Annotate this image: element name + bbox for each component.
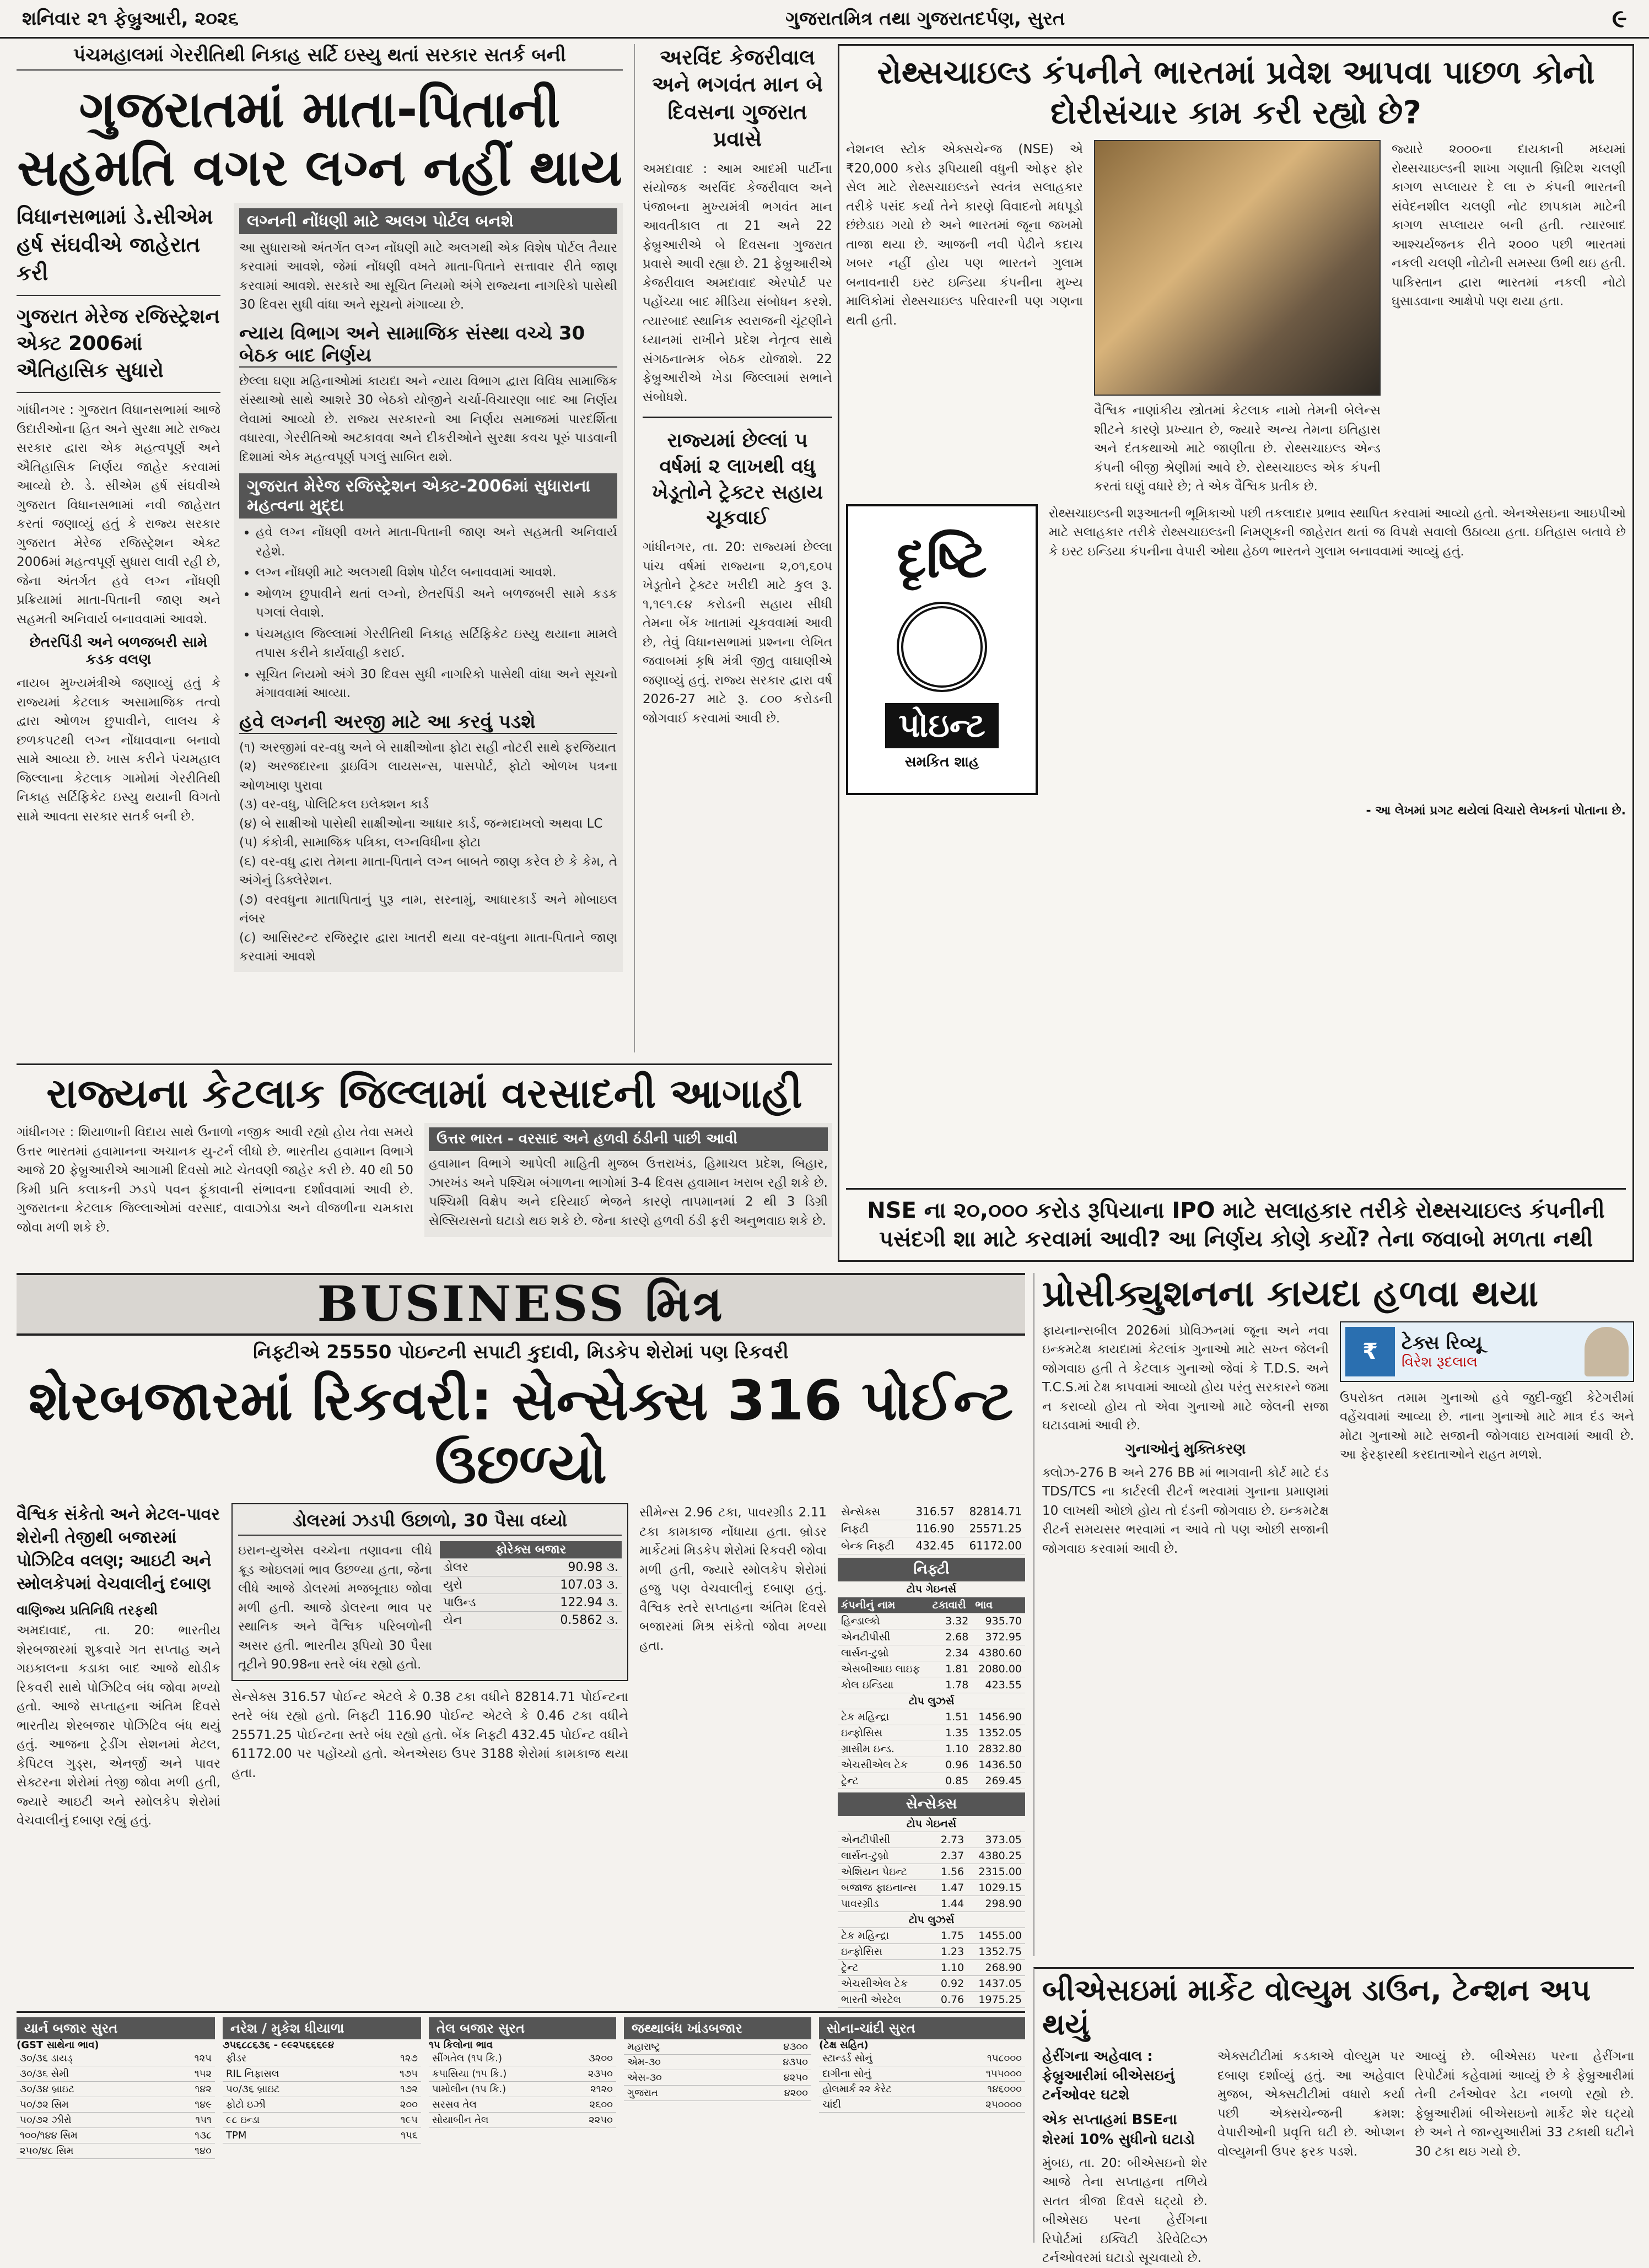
yarn-table xyxy=(17,2051,215,2159)
stock-name: લાર્સન-ટુબ્રો xyxy=(838,1848,933,1864)
item-name: ગુજરાત xyxy=(624,2086,730,2101)
item-price: ૨૫૦૦૦૦ xyxy=(951,2097,1025,2113)
stock-price: 2080.00 xyxy=(972,1661,1025,1677)
target-icon xyxy=(897,602,987,692)
logo-sub: પોઇન્ટ xyxy=(885,703,999,748)
page-header xyxy=(0,0,1649,39)
item-name: ૩૦/૩૪ બ્રાઇટ xyxy=(17,2082,161,2097)
item-price: ૧૨૫ xyxy=(161,2051,215,2066)
stock-price: 269.45 xyxy=(972,1773,1025,1789)
page-number: ૯ xyxy=(1612,3,1627,33)
paper-name: ગુજરાતમિત્ર તથા ગુજરાતદર્પણ, સુરત xyxy=(785,7,1065,30)
stock-name: એનટીપીસી xyxy=(838,1629,929,1645)
item-name: ૯૮ ઇન્ડા xyxy=(223,2113,363,2128)
nifty-head: નિફ્ટી xyxy=(838,1558,1025,1581)
item-name: ૫૦/૩૬ બ્રાઇટ xyxy=(223,2082,363,2097)
oil-head: તેલ બજાર સુરત xyxy=(429,2017,616,2039)
sugar-head: જથ્થાબંધ ખાંડબજાર xyxy=(624,2017,811,2039)
rothschild-footer: NSE ના ૨૦,૦૦૦ કરોડ રૂપિયાના IPO માટે સલાહકાર તરીકે રોથ્સચાઇલ્ડ કંપનીની પસંદગી શા માટે કરવામાં આવી? આ નિર્ણય કોણે કર્યો? તેના જવાબો મળતા નથી xyxy=(846,1188,1626,1254)
column-author: વિરેશ રૂદલાલ xyxy=(1402,1354,1478,1371)
apply-item: (૪) બે સાક્ષીઓ પાસેથી સાક્ષીઓના આધાર કાર્ડ, જન્મદાખલો અથવા LC xyxy=(239,816,603,831)
forex-currency: યેન xyxy=(440,1612,509,1629)
table-row xyxy=(838,1976,1025,1992)
stock-name: ભારતી એરટેલ xyxy=(838,1992,933,2008)
rothschild-body-1: નેશનલ સ્ટોક એક્સચેન્જ (NSE) એ ₹20,000 કરોડ રૂપિયાથી વધુની ઓફર ફોર સેલ માટે રોથ્સચાઇલ્ડને સ્વતંત્ર સલાહકાર તરીકે પસંદ કર્યા તેને કારણે વિવાદનો મધપૂડો છંછેડાઇ ગયો છે અને ભારતમાં જૂના જખમો તાજા થયા છે. આજની નવી પેઢીને કદાચ ખબર નહીં હોય પણ ભારતને ગુલામ બનાવનારી ઇસ્ટ ઇન્ડિયા કંપનીના મુખ્ય માલિકોમાં રોથ્સચાઇલ્ડ પરિવારની પણ ગણના થતી હતી. xyxy=(846,142,1083,328)
item-price: ૨૩૫૦ xyxy=(564,2066,616,2082)
point-item: • સૂચિત નિયમો અંગે 30 દિવસ સુધી નાગરિકો પાસેથી વાંધા અને સૂચનો મંગાવવામાં આવ્યા. xyxy=(256,665,617,703)
table-row xyxy=(838,1709,1025,1725)
stock-price: 4380.25 xyxy=(967,1848,1025,1864)
stock-pct: 1.23 xyxy=(933,1944,967,1960)
bullion-head: સોના-ચાંદી સુરત xyxy=(819,2017,1025,2039)
bullion-table xyxy=(819,2051,1025,2113)
table-row xyxy=(838,1613,1025,1629)
stock-pct: 1.35 xyxy=(929,1725,972,1741)
business-reporter: વાણિજ્ય પ્રતિનિધિ તરફથી xyxy=(17,1602,158,1618)
table-row xyxy=(819,2051,1025,2066)
stock-name: એશિયન પેઇન્ટ xyxy=(838,1864,933,1880)
forex-table xyxy=(440,1541,622,1629)
item-name: ફીડર xyxy=(223,2051,363,2066)
prosecution-body-3: ઉપરોક્ત તમામ ગુનાઓ હવે જુદી-જુદી કેટેગરીમાં વહેંચવામાં આવ્યા છે. નાના ગુનાઓ માટે માત્ર દંડ અને મોટા ગુનાઓ માટે સજાની જોગવાઇ રાખવામાં આવી છે. આ ફેરફારથી કરદાતાઓને રાહત મળશે. xyxy=(1340,1390,1634,1462)
prosecution-body-1: ફાયનાન્સબીલ 2026માં પ્રોવિઝનમાં જૂના અને નવા ઇન્કમટેક્ષ કાયદામાં કેટલાંક ગુનાઓ માટે સખ્ત જેલની જોગવાઇ હતી તે કેટલાક ગુનાઓ જેવાં કે T.D.S. અને T.C.S.માં ટેક્ષ કાપવામાં આવ્યો હોય પરંતુ સરકારને જમા ન કરાવ્યો હોય તો એવા ગુનાઓ માટે જેલની સજા ઘટાડવામાં આવી છે. xyxy=(1042,1323,1329,1433)
table-row xyxy=(624,2055,811,2070)
point-item: • પંચમહાલ જિલ્લામાં ગેરરીતિથી નિકાહ સર્ટિફિકેટ ઇસ્યુ થયાના મામલે તપાસ કરીને કાર્યવાહી કરાઈ. xyxy=(256,625,617,663)
stock-pct: 1.10 xyxy=(929,1741,972,1757)
apply-item: (૬) વર-વધુ દ્વારા તેમના માતા-પિતાને લગ્ન બાબતે જાણ કરેલ છે કે કેમ, તે અંગેનું ડિક્લેરેશન. xyxy=(239,854,617,888)
item-price: ૧૭૫ xyxy=(363,2066,421,2082)
sensex-losers-label: ટોપ લુઝર્સ xyxy=(838,1912,1025,1928)
stock-pct: 0.76 xyxy=(933,1992,967,2008)
item-price: ૧૫૮૦૦૦ xyxy=(951,2051,1025,2066)
point-item: • લગ્ન નોંધણી માટે અલગથી વિશેષ પોર્ટલ બનાવવામાં આવશે. xyxy=(256,563,617,582)
table-row xyxy=(17,2097,215,2113)
apply-item: (૨) અરજદારના ડ્રાઇવિંગ લાયસન્સ, પાસપોર્ટ, ફોટો ઓળખ પત્રના ઓળખાણ પુરાવા xyxy=(239,759,617,793)
marriage-body-1: ગાંધીનગર : ગુજરાત વિધાનસભામાં આજે ઉદારીઓના હિત અને સુરક્ષા માટે રાજ્ય સરકાર દ્વારા એક મહત્વપૂર્ણ અને ઐતિહાસિક નિર્ણય જાહેર કરવામાં આવ્યો છે. ડે. સીએમ હર્ષ સંઘવીએ ગુજરાત વિધાનસભામાં નવી જાહેરાત કરતાં જણાવ્યું હતું કે રાજ્ય સરકાર ગુજરાત મેરેજ રજિસ્ટ્રેશન એક્ટ 2006માં મહત્વપૂર્ણ સુધારા લાવી રહી છે, જેના અંતર્ગત હવે લગ્ન નોંધણી પ્રક્રિયામાં માતા-પિતાની જાણ અને સહમતી અનિવાર્ય બનાવવામાં આવશે. xyxy=(17,403,220,627)
table-row xyxy=(838,1537,1025,1554)
table-row xyxy=(838,1773,1025,1789)
table-row xyxy=(838,1896,1025,1912)
column-name: ટેક્સ રિવ્યૂ xyxy=(1402,1332,1483,1354)
stock-pct: 3.32 xyxy=(929,1613,972,1629)
oil-sub: ૧૫ કિલોના ભાવ xyxy=(429,2039,493,2051)
item-name: ૨૫૦/૪૮ સિમ xyxy=(17,2143,161,2159)
stock-name: એચસીએલ ટેક xyxy=(838,1757,929,1773)
bse-deck-1: હેરીંગના અહેવાલ : ફેબ્રુઆરીમાં બીએસઇનું ટર્નઓવર ઘટશે xyxy=(1042,2048,1175,2104)
stock-price: 423.55 xyxy=(972,1677,1025,1693)
naresh-head: નરેશ / મુકેશ ધીયાળા xyxy=(223,2017,421,2039)
index-change: 116.90 xyxy=(906,1520,958,1537)
marriage-kicker: પંચમહાલમાં ગેરરીતિથી નિકાહ સર્ટિ ઇસ્યુ થતાં સરકાર સતર્ક બની xyxy=(17,44,623,71)
item-price: ૩૨૦૦ xyxy=(564,2051,616,2066)
prosecution-headline: પ્રોસીક્યુશનના કાયદા હળવા થયા xyxy=(1042,1272,1539,1315)
col-company: કંપનીનું નામ xyxy=(838,1597,929,1613)
apply-item: (૭) વરવધુના માતાપિતાનું પુરૂ નામ, સરનામું, આધારકાર્ડ અને મોબાઇલ નંબર xyxy=(239,892,617,926)
table-row xyxy=(838,1992,1025,2008)
stock-pct: 2.73 xyxy=(933,1832,967,1848)
table-row xyxy=(429,2051,616,2066)
stock-name: લાર્સન-ટુબ્રો xyxy=(838,1645,929,1661)
item-name: RIL નિફાસલ xyxy=(223,2066,363,2082)
table-row xyxy=(819,2066,1025,2082)
rothschild-box xyxy=(838,44,1634,1262)
index-name: બેન્ક નિફ્ટી xyxy=(838,1537,906,1554)
table-row xyxy=(17,2113,215,2128)
table-row xyxy=(819,2082,1025,2097)
index-change: 316.57 xyxy=(906,1503,958,1520)
stock-price: 935.70 xyxy=(972,1613,1025,1629)
table-row xyxy=(838,1503,1025,1520)
table-row xyxy=(624,2070,811,2086)
sensex-table xyxy=(838,1816,1025,2008)
stock-price: 4380.60 xyxy=(972,1645,1025,1661)
stock-price: 1436.50 xyxy=(972,1757,1025,1773)
business-headline: શેરબજારમાં રિકવરી: સેન્સેક્સ 316 પોઈન્ટ ઉછળ્યો xyxy=(28,1368,1014,1496)
item-name: મહારાષ્ટ્ર xyxy=(624,2039,730,2055)
forex-body: ઇરાન-યુએસ વચ્ચેના તણાવના લીધે ક્રૂડ ઓઇલમાં ભાવ ઉછળ્યા હતા, જેના લીધે આજે ડોલરમાં મજબૂતાઇ જોવા મળી હતી. આજે ડોલરના ભાવ પર સ્થાનિક અને વૈશ્વિક પરિબળોની અસર હતી. ભારતીય રૂપિયો 30 પૈસા તૂટીને 90.98ના સ્તરે બંધ રહ્યો હતો. xyxy=(238,1543,432,1672)
stock-name: પાવરગ્રીડ xyxy=(838,1896,933,1912)
item-price: ૧૪૯ xyxy=(161,2097,215,2113)
forex-value: 0.5862 ૩. xyxy=(509,1612,622,1629)
rothschild-body-3: જ્યારે ૨૦૦૦ના દાયકાની મધ્યમાં રોથ્સચાઇલ્ડની શાખા ગણાતી બ્રિટિશ ચલણી કાગળ સપ્લાયર દે લા રુ કંપની ભારતની સંવેદનશીલ ચલણી નોટ છાપકામ માટેની કાગળ સપ્લાયર બની હતી. ત્યારબાદ આશ્ચર્યજનક રીતે ૨૦૦૦ પછી ભારતમાં નકલી ચલણી નોટોની સમસ્યા ઉભી થઇ હતી. પાકિસ્તાન દ્વારા ભારતમાં નકલી નોટો ઘુસાડવાના આક્ષેપો પણ થયા હતા. xyxy=(1392,142,1626,309)
kejriwal-headline: અરવિંદ કેજરીવાલ અને ભગવંત માન બે દિવસના ગુજરાત પ્રવાસે xyxy=(651,45,823,152)
logo-word: દૃષ્ટિ xyxy=(897,528,987,590)
index-value: 61172.00 xyxy=(957,1537,1025,1554)
stock-price: 2315.00 xyxy=(967,1864,1025,1880)
business-body-1: અમદાવાદ, તા. 20: ભારતીય શેરબજારમાં શુક્રવારે ગત સપ્તાહ અને ગઇકાલના કડાકા બાદ આજે થોડીક રિકવરી સાથે પોઝિટિવ બંધ જોવા મળ્યો હતો. આજે સપ્તાહના અંતિમ દિવસે ભારતીય શેરબજાર પોઝિટિવ બંધ થયું હતું. આજના ટ્રેડીંગ સેશનમાં મેટલ, કેપિટલ ગુડ્સ, એનર્જી અને પાવર સેક્ટરના શેરોમાં તેજી જોવા મળી હતી, જ્યારે આઇટી અને સ્મોલકેપ શેરોમાં વેચવાલીનું દબાણ રહ્યું હતું. xyxy=(17,1623,220,1828)
stock-price: 373.05 xyxy=(967,1832,1025,1848)
stock-price: 1029.15 xyxy=(967,1880,1025,1896)
item-price: ૨૦૦ xyxy=(363,2097,421,2113)
sensex-gainers-label: ટોપ ગેઇનર્સ xyxy=(838,1816,1025,1832)
apply-list xyxy=(239,738,617,966)
apply-head: હવે લગ્નની અરજી માટે આ કરવું પડશે xyxy=(239,711,617,734)
stock-pct: 0.85 xyxy=(929,1773,972,1789)
marriage-body-3: આ સુધારાઓ અંતર્ગત લગ્ન નોંધણી માટે અલગથી એક વિશેષ પોર્ટલ તૈયાર કરવામાં આવશે, જેમાં નોંધણી વખતે માતા-પિતાને સત્તાવાર રીતે જાણ કરવામાં આવશે. સરકારે આ સૂચિત નિયમો અંગે રાજ્યના નાગરિકો પાસેથી 30 દિવસ સુધી વાંધા અને સૂચનો મંગાવ્યા છે. xyxy=(239,240,617,312)
stock-price: 2832.80 xyxy=(972,1741,1025,1757)
index-table xyxy=(838,1503,1025,1554)
point-item: • ઓળખ છુપાવીને થતાં લગ્નો, છેતરપિંડી અને બળજબરી સામે કડક પગલાં લેવાશે. xyxy=(256,585,617,623)
table-row xyxy=(223,2082,421,2097)
table-row xyxy=(429,2097,616,2113)
kejriwal-body: અમદાવાદ : આમ આદમી પાર્ટીના સંયોજક અરવિંદ કેજરીવાલ અને પંજાબના મુખ્યમંત્રી ભગવંત માન આવતીકાલ તા 21 અને 22 ફેબ્રુઆરીએ બે દિવસના ગુજરાત પ્રવાસે આવી રહ્યા છે. 21 ફેબ્રુઆરીએ કેજરીવાલ અમદાવાદ એરપોર્ટ પર પહોંચ્યા બાદ મીડિયા સંબોધન કરશે. ત્યારબાદ સ્થાનિક સ્વરાજની ચૂંટણીને ધ્યાનમાં રાખીને પ્રદેશ નેતૃત્વ સાથે સંગઠનાત્મક બેઠક યોજાશે. 22 ફેબ્રુઆરીએ ખેડા જિલ્લામાં સભાને સંબોધશે. xyxy=(643,161,832,404)
commodity-tables xyxy=(17,2011,1025,2243)
rain-side-body: હવામાન વિભાગે આપેલી માહિતી મુજબ ઉત્તરાખંડ, હિમાચલ પ્રદેશ, બિહાર, ઝારખંડ અને પશ્ચિમ બંગાળના ભાગોમાં 3-4 દિવસ હવામાન ખરાબ રહી શકે છે. પશ્ચિમી વિક્ષેપ અને દરિયાઈ ભેજને કારણે તાપમાનમાં 2 થી 3 ડિગ્રી સેલ્સિયસનો ઘટાડો થઇ શકે છે. જેના કારણે હળવી ઠંડી ફરી અનુભવાઇ શકે છે. xyxy=(429,1157,828,1228)
bse-body-2: એક્સટીટીમાં કડકાએ વોલ્યુમ પર દબાણ દર્શાવ્યું હતું. આ અહેવાલ મુજબ, એક્સટીટીમાં વધારો કર્યા પછી એક્સચેન્જની ક્રમશ: વેપારીઓની પ્રવૃત્તિ ઘટી છે. ઓપ્શન વોલ્યુમની ઉપર ફરક પડશે. xyxy=(1217,2049,1405,2159)
table-row xyxy=(223,2051,421,2066)
item-price: ૨૧૨૦ xyxy=(564,2082,616,2097)
col-price: ભાવ xyxy=(972,1597,1025,1613)
marriage-deck-2: ગુજરાત મેરેજ રજિસ્ટ્રેશન એક્ટ 2006માં ઐતિહાસિક સુધારો xyxy=(17,305,220,382)
table-row xyxy=(838,1928,1025,1944)
need-head: ગુજરાત મેરેજ રજિસ્ટ્રેશન એક્ટ-2006માં સુધારાના મહત્વના મુદ્દા xyxy=(239,473,617,519)
forex-value: 107.03 ૩. xyxy=(509,1576,622,1594)
tractor-headline: રાજ્યમાં છેલ્લાં ૫ વર્ષમાં ૨ લાખથી વધુ ખેડૂતોને ટ્રેક્ટર સહાય ચૂકવાઈ xyxy=(651,429,823,530)
forex-value: 122.94 ૩. xyxy=(509,1594,622,1612)
table-row xyxy=(838,1832,1025,1848)
side-column xyxy=(634,44,832,1052)
table-row xyxy=(838,1629,1025,1645)
table-row xyxy=(223,2128,421,2143)
business-section xyxy=(17,1273,1025,2243)
stock-price: 268.90 xyxy=(967,1960,1025,1976)
item-name: ૩૦/૩૬ ડાયડ્ xyxy=(17,2051,161,2066)
rain-headline: રાજ્યના કેટલાક જિલ્લામાં વરસાદની આગાહી xyxy=(46,1070,802,1117)
table-row xyxy=(838,1520,1025,1537)
table-row xyxy=(838,1725,1025,1741)
item-price: ૧૯૫ xyxy=(363,2113,421,2128)
table-row xyxy=(624,2086,811,2101)
forex-value: 90.98 ૩. xyxy=(509,1559,622,1576)
table-row xyxy=(838,1661,1025,1677)
stock-pct: 2.68 xyxy=(929,1629,972,1645)
business-masthead: BUSINESS મિત્ર xyxy=(17,1273,1025,1336)
stock-pct: 1.47 xyxy=(933,1880,967,1896)
rain-story xyxy=(17,1063,832,1262)
table-row xyxy=(624,2039,811,2055)
apply-item: (૧) અરજીમાં વર-વધુ અને બે સાક્ષીઓના ફોટા સહી નોટરી સાથે ફરજિયાત xyxy=(239,740,617,755)
rothschild-note: - આ લેખમાં પ્રગટ થયેલાં વિચારો લેખકનાં પોતાના છે. xyxy=(1366,803,1626,818)
table-row xyxy=(838,1645,1025,1661)
item-name: ૫૦/૭૨ ઝીરો xyxy=(17,2113,161,2128)
rothschild-headline: રોથ્સચાઇલ્ડ કંપનીને ભારતમાં પ્રવેશ આપવા પાછળ કોનો દોરીસંચાર કામ કરી રહ્યો છે? xyxy=(877,53,1595,131)
item-name: ૩૦/૩૬ સેમી xyxy=(17,2066,161,2082)
stock-name: એનટીપીસી xyxy=(838,1832,933,1848)
tractor-body: ગાંધીનગર, તા. 20: રાજ્યમાં છેલ્લા પાંચ વર્ષમાં રાજ્યના ૨,૦૧,૬૦૫ ખેડૂતોને ટ્રેક્ટર ખરીદી માટે કુલ રૂ. ૧,૧૯૧.૯૪ કરોડની સહાય સીધી તેમના બેંક ખાતામાં ચૂકવવામાં આવી છે, તેવું વિધાનસભામાં પ્રશ્નના લેખિત જવાબમાં કૃષિ મંત્રી જીતુ વાઘાણીએ જણાવ્યું હતું. રાજ્ય સરકાર દ્વારા વર્ષ 2026-27 માટે રૂ. ૮૦૦ કરોડની જોગવાઈ કરવામાં આવી છે. xyxy=(643,540,832,726)
item-price: ૧૪૨ xyxy=(161,2082,215,2097)
apply-item: (૩) વર-વધુ, પોલિટિકલ ઇલેક્શન કાર્ડ xyxy=(239,797,429,812)
column-byline: સમકિત શાહ xyxy=(904,754,979,770)
forex-box xyxy=(231,1503,628,1681)
item-price: ૨૬૦૦ xyxy=(564,2097,616,2113)
tax-review-badge xyxy=(1340,1321,1634,1382)
table-row xyxy=(17,2082,215,2097)
item-price: ૧૫૨ xyxy=(161,2066,215,2082)
page-date: શનિવાર ૨૧ ફેબ્રુઆરી, ૨૦૨૬ xyxy=(22,7,239,30)
prosecution-story xyxy=(1033,1273,1634,1956)
table-row xyxy=(17,2128,215,2143)
forex-currency: પાઉન્ડ xyxy=(440,1594,509,1612)
stock-pct: 1.78 xyxy=(929,1677,972,1693)
marriage-sub-fraud: છેતરપિંડી અને બળજબરી સામે કડક વલણ xyxy=(29,634,208,668)
stock-pct: 1.10 xyxy=(933,1960,967,1976)
stock-pct: 1.56 xyxy=(933,1864,967,1880)
item-price: ૪૩૫૦ xyxy=(730,2055,811,2070)
portal-head: લગ્નની નોંધણી માટે અલગ પોર્ટલ બનશે xyxy=(239,208,617,234)
column-logo xyxy=(846,504,1038,795)
prosecution-body-2: ક્લોઝ-276 B અને 276 BB માં ભાગવાની કોર્ટ માટે દંડ TDS/TCS ના કાર્ટરલી રીટર્ન ભરવામાં ગુનાના પ્રમાણમાં 10 લાખથી ઓછો હોય તો દંડની જોગવાઇ છે. ઇન્કમટેક્ષ રીટર્ન સમયસર ભરવામાં ન આવે તો પણ ઓછી સજાની જોગવાઇ કરવામાં આવી છે. xyxy=(1042,1465,1329,1556)
author-photo xyxy=(1585,1327,1629,1376)
item-price: ૧૫૬ xyxy=(363,2128,421,2143)
stock-price: 1352.75 xyxy=(967,1944,1025,1960)
point-item: • હવે લગ્ન નોંધણી વખતે માતા-પિતાની જાણ અને સહમતી અનિવાર્ય રહેશે. xyxy=(256,523,617,561)
bse-body-1: મુંબઇ, તા. 20: બીએસઇનો શેર આજે તેના સપ્તાહના તળિયે સતત ત્રીજા દિવસે ઘટ્યો છે. બીએસઇ પરના હેરીંગના રિપોર્ટમાં ઇક્વિટી ડેરિવેટિવ્ઝ ટર્નઓવરમાં ઘટાડો સૂચવાયો છે. xyxy=(1042,2156,1208,2266)
stock-name: ટ્રેન્ટ xyxy=(838,1960,933,1976)
nifty-losers-label: ટોપ લુઝર્સ xyxy=(838,1693,1025,1709)
table-row xyxy=(838,1741,1025,1757)
table-row xyxy=(440,1612,622,1629)
item-price: ૧૨૭ xyxy=(363,2051,421,2066)
naresh-phone: ૭૫૬૮૮૬૩૬ - ૯૯૨૫૬૬૬૯૪ xyxy=(223,2039,335,2051)
item-price: ૧૫૫૦૦૦ xyxy=(951,2066,1025,2082)
stock-price: 1437.05 xyxy=(967,1976,1025,1992)
table-row xyxy=(17,2051,215,2066)
item-name: દાગીના સોનું xyxy=(819,2066,951,2082)
stock-name: કોલ ઇન્ડિયા xyxy=(838,1677,929,1693)
item-name: ચાંદી xyxy=(819,2097,951,2113)
stock-name: ટેક મહિન્દ્રા xyxy=(838,1928,933,1944)
table-row xyxy=(440,1576,622,1594)
stock-name: બજાજ ફાઇનાન્સ xyxy=(838,1880,933,1896)
stock-pct: 1.81 xyxy=(929,1661,972,1677)
naresh-table xyxy=(223,2051,421,2143)
stock-name: હિન્ડાલ્કો xyxy=(838,1613,929,1629)
committee-head: ન્યાય વિભાગ અને સામાજિક સંસ્થા વચ્ચે 30 બેઠક બાદ નિર્ણય xyxy=(239,322,617,368)
table-row xyxy=(440,1559,622,1576)
rothschild-body-4: રોથ્સચાઇલ્ડની શરૂઆતની ભૂમિકાઓ પછી તકલાદાર પ્રભાવ સ્થાપિત કરવામાં આવ્યો હતો. એનએસઇના આઇપીઓ માટે સલાહકાર તરીકે રોથ્સચાઇલ્ડની નિમણૂકની જાહેરાત થતાં જ વિપક્ષે સવાલો ઉઠાવ્યા હતા. ઇતિહાસ બતાવે છે કે ઇસ્ટ ઇન્ડિયા કંપનીના વેપારી ઓથા હેઠળ ભારતને ગુલામ બનાવવામાં આવ્યું હતું. xyxy=(1049,506,1626,559)
stock-name: એચસીએલ ટેક xyxy=(838,1976,933,1992)
table-row xyxy=(838,1864,1025,1880)
table-row xyxy=(838,1960,1025,1976)
table-row xyxy=(440,1594,622,1612)
item-name: સરસવ તેલ xyxy=(429,2097,564,2113)
item-name: ફોટો ઇઝી xyxy=(223,2097,363,2113)
bse-headline: બીએસઇમાં માર્કેટ વોલ્યુમ ડાઉન, ટેન્શન અપ થયું xyxy=(1042,1973,1591,2042)
bse-body-3: આવ્યું છે. બીએસઇ પરના હેરીંગના રિપોર્ટમાં કહેવામાં આવ્યું છે કે ફેબ્રુઆરીમાં તેની ટર્નઓવર ડેટા નબળો રહ્યો છે. ફેબ્રુઆરીમાં બીએસઇનો માર્કેટ શેર ઘટ્યો છે અને તે જાન્યુઆરીમાં 33 ટકાથી ઘટીને 30 ટકા થઇ ગયો છે. xyxy=(1415,2049,1634,2159)
stock-pct: 1.51 xyxy=(929,1709,972,1725)
forex-title: ડોલરમાં ઝડપી ઉછાળો, 30 પૈસા વધ્યો xyxy=(238,1510,622,1536)
stock-price: 1456.90 xyxy=(972,1709,1025,1725)
item-name: ૧૦૦/૧૪૪ સિમ xyxy=(17,2128,161,2143)
business-deck: વૈશ્વિક સંકેતો અને મેટલ-પાવર શેરોની તેજીથી બજારમાં પોઝિટિવ વલણ; આઇટી અને સ્મોલકેપમાં વેચવાલીનું દબાણ xyxy=(17,1505,220,1594)
table-row xyxy=(223,2113,421,2128)
apply-item: (૮) આસિસ્ટન્ટ રજિસ્ટ્રાર દ્વારા ખાતરી થયા વર-વધુના માતા-પિતાને જાણ કરવામાં આવશે xyxy=(239,930,617,964)
sensex-head: સેન્સેક્સ xyxy=(838,1792,1025,1816)
rain-body: ગાંધીનગર : શિયાળાની વિદાય સાથે ઉનાળો નજીક આવી રહ્યો હોય તેવા સમયે ઉત્તર ભારતમાં હવામાનના અચાનક યુ-ટર્ન લીધો છે. ભારતીય હવામાન વિભાગે આજે 20 ફેબ્રુઆરીએ આગામી દિવસો માટે ચેતવણી જાહેર કરી છે. 40 થી 50 કિમી પ્રતિ કલાકની ઝડપે પવન ફૂંકાવાની સંભાવના દર્શાવવામાં આવી છે. ગુજરાતના કેટલાક જિલ્લાઓમાં વરસાદ, વાવાઝોડા અને વીજળીના ચમકારા જોવા મળી શકે છે. xyxy=(17,1125,413,1235)
item-name: એમ-૩૦ xyxy=(624,2055,730,2070)
yarn-sub: (GST સાથેના ભાવ) xyxy=(17,2039,99,2051)
item-price: ૧૪૬૦૦૦ xyxy=(951,2082,1025,2097)
item-price: ૧૭૨ xyxy=(363,2082,421,2097)
marriage-body-4: છેલ્લા ઘણા મહિનાઓમાં કાયદા અને ન્યાય વિભાગ દ્વારા વિવિધ સામાજિક સંસ્થાઓ સાથે આશરે 30 બેઠકો યોજીને ચર્ચા-વિચારણા બાદ આ નિર્ણય લેવામાં આવ્યો છે. રાજ્ય સરકારનો આ નિર્ણય સમાજમાં પારદર્શિતા વધારવા, ગેરરીતિઓ અટકાવવા અને દીકરીઓને સુરક્ષા કવચ પૂરું પાડવાની દિશામાં એક મહત્વપૂર્ણ પગલું સાબિત થશે. xyxy=(239,374,617,465)
forex-currency: યુરો xyxy=(440,1576,509,1594)
item-name: ૫૦/૭૨ સિમ xyxy=(17,2097,161,2113)
stock-price: 1975.25 xyxy=(967,1992,1025,2008)
table-row xyxy=(429,2082,616,2097)
nifty-table xyxy=(838,1581,1025,1789)
stock-tables xyxy=(838,1503,1025,2008)
stock-price: 1352.05 xyxy=(972,1725,1025,1741)
item-name: સોયાબીન તેલ xyxy=(429,2113,564,2128)
stock-name: ઇન્ફોસિસ xyxy=(838,1944,933,1960)
stock-name: ટેક મહિન્દ્રા xyxy=(838,1709,929,1725)
marriage-deck-1: વિધાનસભામાં ડે.સીએમ હર્ષ સંઘવીએ જાહેરાત કરી xyxy=(17,204,213,285)
table-row xyxy=(838,1944,1025,1960)
item-name: સીંગતેલ (૧૫ કિ.) xyxy=(429,2051,564,2066)
table-row xyxy=(838,1848,1025,1864)
item-price: ૧૪૦ xyxy=(161,2143,215,2159)
table-row xyxy=(838,1880,1025,1896)
stock-name: ઇન્ફોસિસ xyxy=(838,1725,929,1741)
stock-pct: 2.37 xyxy=(933,1848,967,1864)
item-name: પામોલીન (૧૫ કિ.) xyxy=(429,2082,564,2097)
table-row xyxy=(838,1677,1025,1693)
nifty-gainers-label: ટોપ ગેઇનર્સ xyxy=(838,1581,1025,1597)
item-name: કપાસિયા (૧૫ કિ.) xyxy=(429,2066,564,2082)
table-row xyxy=(838,1757,1025,1773)
item-price: ૧૩૮ xyxy=(161,2128,215,2143)
apply-item: (૫) કંકોત્રી, સામાજિક પત્રિકા, લગ્નવિધીના ફોટા xyxy=(239,835,481,850)
index-change: 432.45 xyxy=(906,1537,958,1554)
table-row xyxy=(429,2066,616,2082)
bullion-sub: (ટેક્ષ સહિત) xyxy=(819,2039,869,2051)
stock-pct: 0.96 xyxy=(929,1757,972,1773)
item-name: હોલમાર્ક ૨૨ કેરેટ xyxy=(819,2082,951,2097)
index-name: નિફ્ટી xyxy=(838,1520,906,1537)
table-row xyxy=(429,2113,616,2128)
stock-name: ટ્રેન્ટ xyxy=(838,1773,929,1789)
business-kicker: નિફ્ટીએ 25550 પોઇન્ટની સપાટી કુદાવી, મિડકેપ શેરોમાં પણ રિકવરી xyxy=(253,1341,789,1363)
item-price: ૨૨૫૦ xyxy=(564,2113,616,2128)
rothschild-body-2: વૈશ્વિક નાણાંકીય સ્ત્રોતમાં કેટલાક નામો તેમની બેલેન્સ શીટને કારણે પ્રખ્યાત છે, જ્યારે અન્ય તેમના ઇતિહાસ અને દંતકથાઓ માટે જાણીતા છે. રોથ્સચાઇલ્ડ એન્ડ કંપની બીજી શ્રેણીમાં આવે છે. રોથ્સચાઇલ્ડ એક કંપની કરતાં ઘણું વધારે છે; તે એક વૈશ્વિક પ્રતીક છે. xyxy=(1094,403,1381,494)
stock-price: 372.95 xyxy=(972,1629,1025,1645)
rain-side-head: ઉત્તર ભારત - વરસાદ અને હળવી ઠંડીની પાછી આવી xyxy=(429,1127,828,1151)
item-price: ૪૩૦૦ xyxy=(730,2039,811,2055)
stock-pct: 1.44 xyxy=(933,1896,967,1912)
points-list xyxy=(239,523,617,703)
tax-icon: ₹ xyxy=(1345,1327,1395,1376)
stock-pct: 0.92 xyxy=(933,1976,967,1992)
rothschild-illustration xyxy=(1094,140,1381,396)
item-price: ૪૨૫૦ xyxy=(730,2070,811,2086)
table-row xyxy=(223,2066,421,2082)
item-name: TPM xyxy=(223,2128,363,2143)
item-name: સ્ટાન્ડર્ડ સોનું xyxy=(819,2051,951,2066)
business-body-2: સેન્સેક્સ 316.57 પોઈન્ટ એટલે કે 0.38 ટકા વધીને 82814.71 પોઈન્ટના સ્તરે બંધ રહ્યો હતો. નિફ્ટી 116.90 પોઈન્ટ એટલે કે 0.46 ટકા વધીને 25571.25 પોઈન્ટના સ્તરે બંધ રહ્યો હતો. બેંક નિફ્ટી 432.45 પોઈન્ટ વધીને 61172.00 પર પહોંચ્યો હતો. એનએસઇ ઉપર 3188 શેરોમાં કામકાજ થયા હતા. xyxy=(231,1689,628,1780)
col-pct: ટકાવારી xyxy=(929,1597,972,1613)
sugar-table xyxy=(624,2039,811,2101)
forex-table-head: ફોરેક્સ બજાર xyxy=(440,1541,622,1559)
stock-price: 298.90 xyxy=(967,1896,1025,1912)
table-row xyxy=(17,2066,215,2082)
item-price: ૧૫૧ xyxy=(161,2113,215,2128)
marriage-story xyxy=(17,44,623,1052)
item-price: ૪૨૦૦ xyxy=(730,2086,811,2101)
stock-pct: 2.34 xyxy=(929,1645,972,1661)
stock-name: એસબીઆઇ લાઇફ xyxy=(838,1661,929,1677)
item-name: એસ-૩૦ xyxy=(624,2070,730,2086)
oil-table xyxy=(429,2051,616,2128)
stock-pct: 1.75 xyxy=(933,1928,967,1944)
marriage-headline: ગુજરાતમાં માતા-પિતાની સહમતિ વગર લગ્ન નહીં થાય xyxy=(17,80,622,197)
prosecution-sub: ગુનાઓનું મુક્તિકરણ xyxy=(1125,1440,1246,1457)
forex-currency: ડોલર xyxy=(440,1559,509,1576)
bse-story xyxy=(1033,1967,1634,2266)
index-name: સેન્સેક્સ xyxy=(838,1503,906,1520)
stock-price: 1455.00 xyxy=(967,1928,1025,1944)
table-row xyxy=(17,2143,215,2159)
index-value: 25571.25 xyxy=(957,1520,1025,1537)
table-row xyxy=(819,2097,1025,2113)
yarn-head: યાર્ન બજાર સુરત xyxy=(17,2017,215,2039)
stock-name: ગ્રાસીમ ઇન્ડ. xyxy=(838,1741,929,1757)
marriage-body-2: નાયબ મુખ્યમંત્રીએ જણાવ્યું હતું કે રાજ્યમાં કેટલાક અસામાજિક તત્વો દ્વારા ઓળખ છુપાવીને, લાલચ કે છળકપટથી લગ્ન નોંધાવવાના બનાવો સામે આવ્યા છે. ખાસ કરીને પંચમહાલ જિલ્લાના કેટલાક ગામોમાં ગેરરીતિથી નિકાહ સર્ટિફિકેટ ઇસ્યુ થયાની વિગતો સામે આવતા સરકાર સતર્ક બની છે. xyxy=(17,676,220,824)
table-row xyxy=(223,2097,421,2113)
bse-deck-2: એક સપ્તાહમાં BSEના શેરમાં 10% સુધીનો ઘટાડો xyxy=(1042,2112,1195,2148)
index-value: 82814.71 xyxy=(957,1503,1025,1520)
business-body-3: સીમેન્સ 2.96 ટકા, પાવરગ્રીડ 2.11 ટકા કામકાજ નોંધાયા હતા. બ્રોડર માર્કેટમાં મિડકેપ શેરોમાં રિકવરી જોવા મળી હતી, જ્યારે સ્મોલકેપ શેરોમાં હજુ પણ વેચવાલીનું દબાણ હતું. વૈશ્વિક સ્તરે સપ્તાહના અંતિમ દિવસે બજારમાં મિશ્ર સંકેતો જોવા મળ્યા હતા. xyxy=(639,1505,827,1653)
